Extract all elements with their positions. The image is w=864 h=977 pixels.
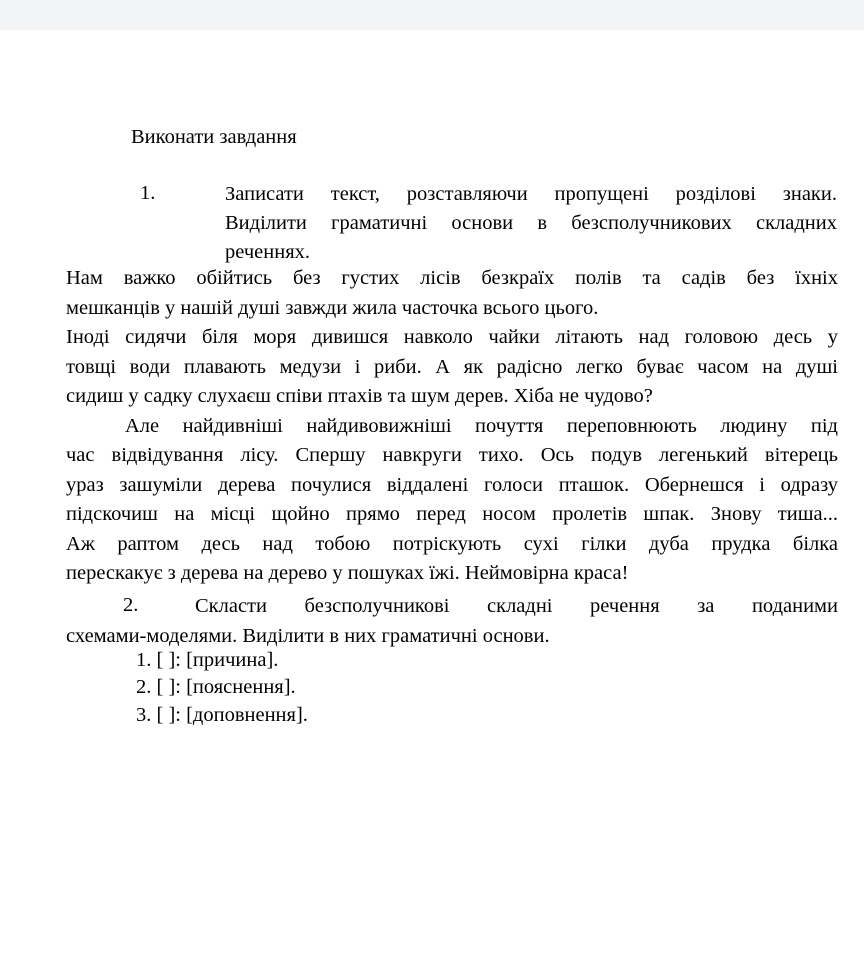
passage-line: сидиш у садку слухаєш співи птахів та шум дерев. Хіба не чудово? (66, 385, 653, 407)
task2-number: 2. (123, 594, 139, 616)
task2-line: Скласти безсполучникові складні речення за поданими (195, 595, 838, 617)
passage-line: мешканців у нашій душі завжди жила часточка всього цього. (66, 296, 599, 319)
task1-line: реченнях. (225, 241, 310, 263)
passage-line: підскочиш на місці щойно прямо перед носом пролетів шпак. Знову тиша... (66, 503, 838, 525)
task1-line: Записати текст, розставляючи пропущені розділові знаки. (225, 183, 837, 205)
document-page (0, 30, 864, 977)
passage (66, 264, 838, 589)
task2-line: схемами-моделями. Виділити в них граматичні основи. (66, 624, 550, 647)
task2-text (66, 592, 838, 651)
task1-text (225, 180, 837, 267)
passage-line: Аж раптом десь над тобою потріскують сухі гілки дуба прудка білка (66, 532, 838, 555)
passage-line: товщі води плавають медузи і риби. А як радісно легко буває часом на душі (66, 355, 838, 378)
passage-line: Але найдивніші найдивовижніші почуття переповнюють людину під (125, 414, 838, 437)
scheme-item: 1. [ ]: [причина]. (136, 649, 279, 671)
top-bar (0, 0, 864, 30)
task1-number: 1. (140, 182, 156, 204)
heading: Виконати завдання (131, 126, 297, 148)
passage-line: Іноді сидячи біля моря дивишся навколо чайки літають над головою десь у (66, 326, 838, 348)
passage-line: перескакує з дерева на дерево у пошуках їжі. Неймовірна краса! (66, 562, 629, 584)
passage-line: ураз зашуміли дерева почулися віддалені голоси пташок. Обернешся і одразу (66, 473, 838, 496)
scheme-item: 3. [ ]: [доповнення]. (136, 704, 308, 726)
scheme-item: 2. [ ]: [пояснення]. (136, 676, 296, 698)
passage-line: Нам важко обійтись без густих лісів безкраїх полів та садів без їхніх (66, 267, 838, 289)
passage-line: час відвідування лісу. Спершу навкруги тихо. Ось подув легенький вітерець (66, 444, 838, 466)
task1-line: Виділити граматичні основи в безсполучникових складних (225, 212, 837, 234)
